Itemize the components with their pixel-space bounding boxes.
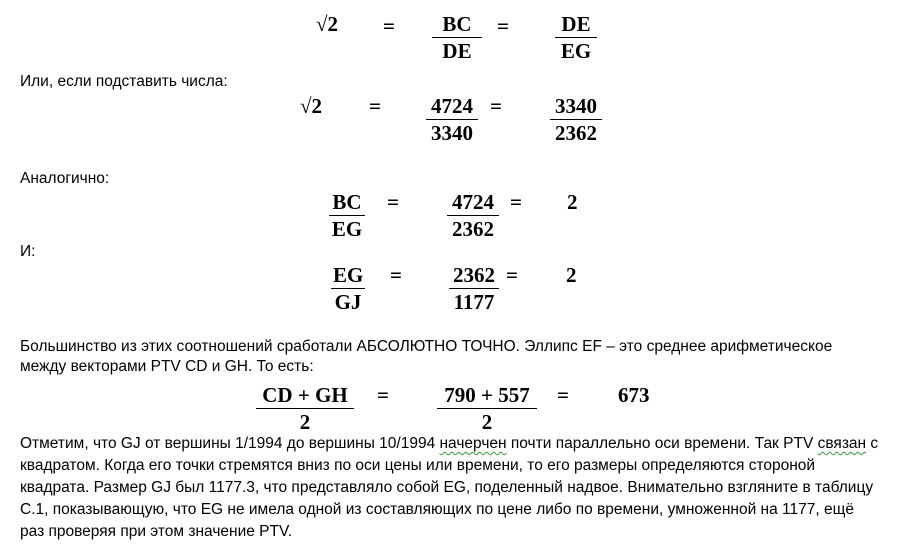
eq1-equals-a: = — [383, 14, 395, 38]
paragraph-gj-line-1-part-e: с — [866, 435, 879, 452]
eq2-frac2-numerator: 3340 — [550, 94, 602, 120]
eq2-root: √2 — [300, 94, 323, 118]
eq3-fraction-1 — [329, 190, 365, 241]
eq4-fraction-2 — [449, 263, 499, 314]
paragraph-ratios-line-1: Большинство из этих соотношений сработали АБСОЛЮТНО ТОЧНО. Эллипс EF – это среднее арифметическое — [20, 338, 833, 355]
paragraph-ratios-line-2: между векторами PTV CD и GH. То есть: — [20, 358, 314, 375]
eq3-frac1-numerator: BC — [329, 190, 365, 216]
paragraph-gj-line-3: квадрата. Размер GJ был 1177.3, что представляло собой EG, поделенный надвое. Внимательно взгляните в таблицу — [20, 479, 874, 496]
eq4-frac1-denominator: GJ — [334, 290, 362, 314]
eq4-result: 2 — [566, 263, 577, 287]
eq2-fraction-1 — [426, 94, 478, 145]
paragraph-gj-line-1-spellcheck-a: начерчен — [439, 435, 507, 452]
eq3-equals-a: = — [387, 190, 399, 214]
eq2-equals-a: = — [369, 94, 381, 118]
eq2-frac1-denominator: 3340 — [431, 121, 473, 145]
eq1-equals-b: = — [497, 14, 509, 38]
eq5-fraction-1 — [256, 383, 354, 434]
eq5-equals-a: = — [377, 383, 389, 407]
eq3-result: 2 — [567, 190, 578, 214]
paragraph-gj-line-4: С.1, показывающую, что EG не имела одной из составляющих по цене либо по времени, умноженной на 1177, ещё — [20, 501, 854, 518]
eq3-frac1-denominator: EG — [331, 217, 363, 241]
eq5-frac2-denominator: 2 — [481, 410, 493, 434]
eq4-fraction-1 — [331, 263, 365, 314]
eq2-equals-b: = — [490, 94, 502, 118]
eq3-frac2-numerator: 4724 — [447, 190, 499, 216]
eq5-result: 673 — [618, 383, 650, 407]
eq1-root: √2 — [316, 12, 339, 36]
paragraph-gj-line-1-part-c: почти параллельно оси времени. Так PTV — [506, 435, 818, 452]
eq1-frac2-denominator: EG — [560, 39, 592, 63]
eq1-frac2-numerator: DE — [555, 12, 597, 38]
eq2-frac1-numerator: 4724 — [426, 94, 478, 120]
eq4-equals-a: = — [390, 263, 402, 287]
paragraph-gj-line-1-part-a: Отметим, что GJ от вершины 1/1994 до вершины 10/1994 — [20, 435, 440, 452]
eq1-frac1-numerator: BC — [432, 12, 482, 38]
eq5-frac1-denominator: 2 — [299, 410, 311, 434]
eq2-fraction-2 — [550, 94, 602, 145]
paragraph-gj-line-1 — [20, 434, 878, 454]
text-similarly: Аналогично: — [20, 170, 110, 187]
eq1-fraction-2 — [555, 12, 597, 63]
text-substitute-numbers: Или, если подставить числа: — [20, 73, 228, 90]
eq2-frac2-denominator: 2362 — [555, 121, 597, 145]
paragraph-gj-line-2: квадратом. Когда его точки стремятся вниз по оси цены или времени, то его размеры определяются стороной — [20, 457, 816, 474]
eq3-fraction-2 — [447, 190, 499, 241]
paragraph-gj-line-1-spellcheck-d: связан — [817, 435, 867, 452]
eq5-frac2-numerator: 790 + 557 — [437, 383, 537, 409]
eq4-equals-b: = — [506, 263, 518, 287]
paragraph-gj-line-5: раз проверяя при этом значение PTV. — [20, 523, 293, 540]
eq1-frac1-denominator: DE — [442, 39, 472, 63]
eq3-equals-b: = — [510, 190, 522, 214]
eq5-equals-b: = — [557, 383, 569, 407]
eq5-fraction-2 — [437, 383, 537, 434]
text-and: И: — [20, 243, 36, 260]
eq3-frac2-denominator: 2362 — [452, 217, 494, 241]
eq4-frac2-numerator: 2362 — [449, 263, 499, 289]
eq4-frac1-numerator: EG — [333, 263, 364, 287]
eq4-frac2-denominator: 1177 — [453, 290, 495, 314]
eq1-fraction-1 — [432, 12, 482, 63]
eq5-frac1-numerator: CD + GH — [256, 383, 354, 409]
